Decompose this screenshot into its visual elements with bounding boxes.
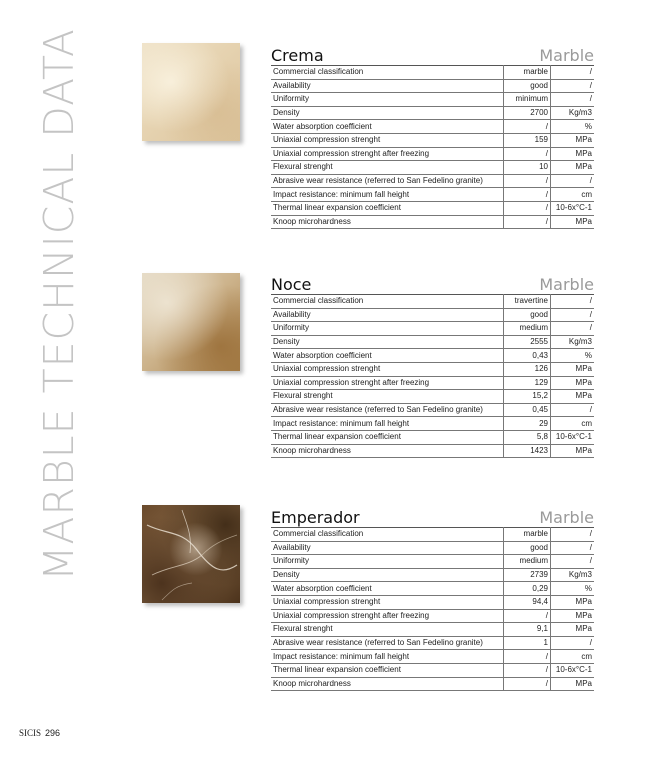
row-value: 0,45 — [504, 403, 551, 417]
row-value: travertine — [504, 295, 551, 309]
row-unit: MPa — [551, 147, 595, 161]
row-label: Abrasive wear resistance (referred to San Fedelino granite) — [271, 174, 504, 188]
table-row — [271, 66, 594, 80]
emperador-swatch-image — [142, 505, 240, 603]
row-label: Availability — [271, 541, 504, 555]
row-value: / — [504, 677, 551, 691]
row-value: 2700 — [504, 106, 551, 120]
table-row — [271, 663, 594, 677]
stone-type: Marble — [539, 275, 594, 294]
row-label: Commercial classification — [271, 295, 504, 309]
row-value: minimum — [504, 93, 551, 107]
row-label: Uniaxial compression strenght — [271, 595, 504, 609]
row-value: good — [504, 541, 551, 555]
table-row — [271, 106, 594, 120]
row-value: medium — [504, 322, 551, 336]
table-row — [271, 636, 594, 650]
row-value: medium — [504, 555, 551, 569]
row-label: Uniaxial compression strenght after freezing — [271, 147, 504, 161]
row-value: 129 — [504, 376, 551, 390]
row-value: 2555 — [504, 335, 551, 349]
row-unit: / — [551, 174, 595, 188]
crema-section — [271, 41, 594, 229]
row-label: Uniformity — [271, 93, 504, 107]
row-label: Availability — [271, 79, 504, 93]
crema-header — [271, 41, 594, 65]
table-row — [271, 582, 594, 596]
row-label: Uniformity — [271, 555, 504, 569]
stone-name: Emperador — [271, 508, 360, 527]
row-label: Water absorption coefficient — [271, 582, 504, 596]
row-unit: MPa — [551, 595, 595, 609]
table-row — [271, 403, 594, 417]
row-value: / — [504, 215, 551, 229]
stone-type: Marble — [539, 46, 594, 65]
row-unit: MPa — [551, 444, 595, 458]
row-unit: cm — [551, 188, 595, 202]
row-value: 29 — [504, 417, 551, 431]
row-unit: MPa — [551, 677, 595, 691]
crema-swatch-image — [142, 43, 240, 141]
row-label: Commercial classification — [271, 66, 504, 80]
row-unit: / — [551, 541, 595, 555]
row-unit: / — [551, 528, 595, 542]
row-unit: MPa — [551, 161, 595, 175]
row-value: 1423 — [504, 444, 551, 458]
row-label: Abrasive wear resistance (referred to San Fedelino granite) — [271, 636, 504, 650]
page-number: 296 — [45, 728, 61, 738]
row-label: Uniformity — [271, 322, 504, 336]
row-label: Thermal linear expansion coefficient — [271, 663, 504, 677]
row-label: Water absorption coefficient — [271, 120, 504, 134]
table-row — [271, 308, 594, 322]
row-label: Density — [271, 568, 504, 582]
row-label: Uniaxial compression strenght after freezing — [271, 609, 504, 623]
row-value: good — [504, 308, 551, 322]
row-label: Flexural strenght — [271, 390, 504, 404]
table-row — [271, 174, 594, 188]
row-unit: / — [551, 308, 595, 322]
row-label: Uniaxial compression strenght after freezing — [271, 376, 504, 390]
row-unit: Kg/m3 — [551, 568, 595, 582]
noce-header — [271, 270, 594, 294]
row-value: / — [504, 663, 551, 677]
row-unit: / — [551, 79, 595, 93]
row-label: Impact resistance: minimum fall height — [271, 417, 504, 431]
table-row — [271, 430, 594, 444]
row-label: Uniaxial compression strenght — [271, 133, 504, 147]
table-row — [271, 335, 594, 349]
row-value: / — [504, 174, 551, 188]
row-value: 15,2 — [504, 390, 551, 404]
stone-name: Crema — [271, 46, 324, 65]
row-unit: MPa — [551, 133, 595, 147]
noce-section — [271, 270, 594, 458]
row-unit: % — [551, 582, 595, 596]
stone-type: Marble — [539, 508, 594, 527]
row-unit: % — [551, 120, 595, 134]
table-row — [271, 541, 594, 555]
row-unit: 10-6x°C-1 — [551, 663, 595, 677]
marble-veins — [142, 505, 240, 603]
row-label: Density — [271, 335, 504, 349]
table-row — [271, 568, 594, 582]
row-value: 5,8 — [504, 430, 551, 444]
table-row — [271, 295, 594, 309]
table-row — [271, 133, 594, 147]
table-row — [271, 349, 594, 363]
row-label: Uniaxial compression strenght — [271, 362, 504, 376]
row-label: Density — [271, 106, 504, 120]
row-value: marble — [504, 66, 551, 80]
row-value: / — [504, 188, 551, 202]
table-row — [271, 161, 594, 175]
page-title: MARBLE TECHNICAL DATA — [34, 27, 83, 581]
emperador-section — [271, 503, 594, 691]
noce-technical-table — [271, 294, 594, 458]
row-label: Thermal linear expansion coefficient — [271, 430, 504, 444]
row-value: 9,1 — [504, 623, 551, 637]
table-row — [271, 362, 594, 376]
row-value: / — [504, 147, 551, 161]
emperador-header — [271, 503, 594, 527]
table-row — [271, 444, 594, 458]
row-label: Abrasive wear resistance (referred to San Fedelino granite) — [271, 403, 504, 417]
table-row — [271, 417, 594, 431]
row-value: / — [504, 609, 551, 623]
table-row — [271, 677, 594, 691]
table-row — [271, 650, 594, 664]
row-unit: MPa — [551, 623, 595, 637]
row-unit: MPa — [551, 215, 595, 229]
table-row — [271, 147, 594, 161]
row-value: 0,29 — [504, 582, 551, 596]
row-unit: / — [551, 636, 595, 650]
row-label: Impact resistance: minimum fall height — [271, 650, 504, 664]
row-label: Commercial classification — [271, 528, 504, 542]
row-unit: MPa — [551, 362, 595, 376]
row-label: Flexural strenght — [271, 623, 504, 637]
table-row — [271, 623, 594, 637]
row-unit: cm — [551, 650, 595, 664]
row-value: 94,4 — [504, 595, 551, 609]
emperador-technical-table — [271, 527, 594, 691]
table-row — [271, 322, 594, 336]
footer-brand: SICIS — [19, 728, 42, 738]
noce-swatch-image — [142, 273, 240, 371]
page-footer — [19, 728, 60, 738]
row-label: Availability — [271, 308, 504, 322]
row-unit: / — [551, 93, 595, 107]
row-unit: MPa — [551, 390, 595, 404]
stone-name: Noce — [271, 275, 312, 294]
row-value: 10 — [504, 161, 551, 175]
table-row — [271, 609, 594, 623]
row-value: 126 — [504, 362, 551, 376]
row-label: Knoop microhardness — [271, 444, 504, 458]
row-value: good — [504, 79, 551, 93]
row-unit: / — [551, 322, 595, 336]
row-unit: cm — [551, 417, 595, 431]
row-unit: / — [551, 66, 595, 80]
row-label: Knoop microhardness — [271, 677, 504, 691]
row-unit: MPa — [551, 376, 595, 390]
row-value: / — [504, 120, 551, 134]
row-value: 159 — [504, 133, 551, 147]
table-row — [271, 390, 594, 404]
row-unit: Kg/m3 — [551, 335, 595, 349]
row-value: / — [504, 201, 551, 215]
table-row — [271, 555, 594, 569]
row-unit: Kg/m3 — [551, 106, 595, 120]
crema-technical-table — [271, 65, 594, 229]
table-row — [271, 188, 594, 202]
row-unit: / — [551, 555, 595, 569]
table-row — [271, 93, 594, 107]
table-row — [271, 528, 594, 542]
row-label: Flexural strenght — [271, 161, 504, 175]
page-title-vertical — [34, 27, 83, 581]
row-label: Thermal linear expansion coefficient — [271, 201, 504, 215]
row-label: Impact resistance: minimum fall height — [271, 188, 504, 202]
row-value: 2739 — [504, 568, 551, 582]
table-row — [271, 79, 594, 93]
row-unit: % — [551, 349, 595, 363]
row-value: / — [504, 650, 551, 664]
row-value: marble — [504, 528, 551, 542]
table-row — [271, 120, 594, 134]
row-unit: MPa — [551, 609, 595, 623]
table-row — [271, 376, 594, 390]
row-unit: / — [551, 295, 595, 309]
table-row — [271, 595, 594, 609]
row-label: Water absorption coefficient — [271, 349, 504, 363]
row-unit: 10-6x°C-1 — [551, 430, 595, 444]
row-value: 0,43 — [504, 349, 551, 363]
row-value: 1 — [504, 636, 551, 650]
row-label: Knoop microhardness — [271, 215, 504, 229]
row-unit: / — [551, 403, 595, 417]
row-unit: 10-6x°C-1 — [551, 201, 595, 215]
table-row — [271, 215, 594, 229]
table-row — [271, 201, 594, 215]
